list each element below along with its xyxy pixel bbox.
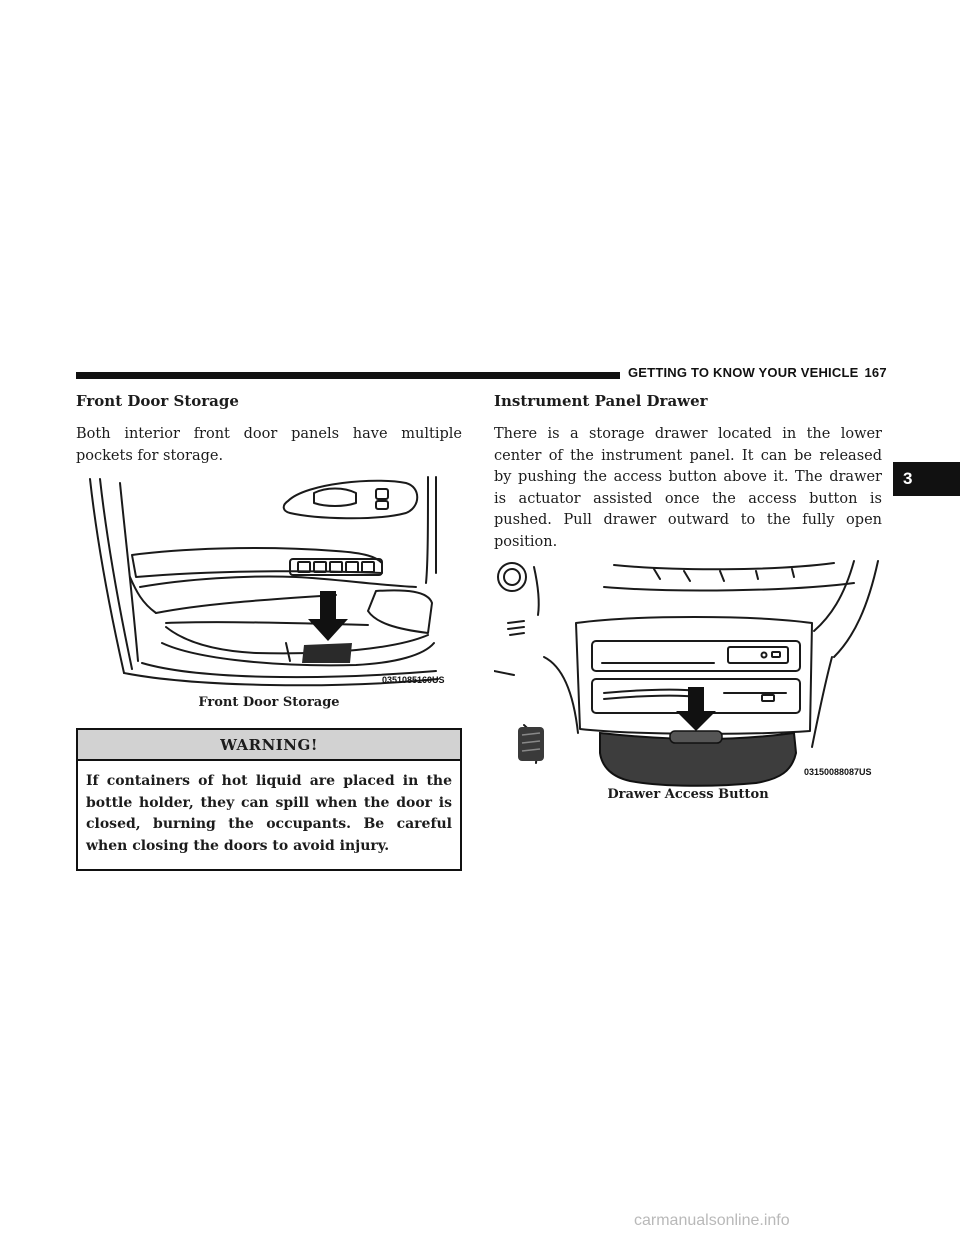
instrument-panel-illustration xyxy=(494,557,882,787)
front-door-storage-paragraph: Both interior front door panels have multiple pockets for storage. xyxy=(76,426,462,464)
section-heading-instrument-panel-drawer: Instrument Panel Drawer xyxy=(494,392,708,410)
figure-code: 0351085160US xyxy=(382,675,445,685)
right-column xyxy=(494,392,882,802)
front-door-storage-figure xyxy=(76,473,462,693)
pocket-shadow xyxy=(302,643,352,663)
left-control xyxy=(518,727,544,761)
chapter-tab: 3 xyxy=(893,462,960,496)
access-button xyxy=(670,731,722,743)
down-arrow-icon xyxy=(676,687,716,731)
page-number: 167 xyxy=(864,365,887,380)
left-column xyxy=(76,392,462,871)
warning-text: If containers of hot liquid are placed in the bottle holder, they can spill when the door is closed, burning the occupants. Be careful when closing the doors to avoid injury. xyxy=(86,773,452,854)
figure-caption: Drawer Access Button xyxy=(607,787,769,802)
running-header xyxy=(628,365,887,380)
figure-caption: Front Door Storage xyxy=(198,695,340,710)
warning-title: WARNING! xyxy=(78,730,460,761)
down-arrow-icon xyxy=(308,591,348,641)
section-heading-front-door-storage: Front Door Storage xyxy=(76,392,239,410)
door-panel-illustration xyxy=(76,473,462,693)
header-rule xyxy=(76,372,620,379)
warning-box xyxy=(76,728,462,871)
watermark: carmanualsonline.info xyxy=(634,1212,790,1229)
figure-code: 03150088087US xyxy=(804,767,872,777)
instrument-panel-drawer-paragraph: There is a storage drawer located in the lower center of the instrument panel. It can be released by pushing the access button above it. The drawer is actuator assisted once the access button is pushed. Pull drawer outward to the fully open position. xyxy=(494,426,882,550)
drawer-access-figure xyxy=(494,557,882,787)
header-title: GETTING TO KNOW YOUR VEHICLE xyxy=(628,365,859,380)
